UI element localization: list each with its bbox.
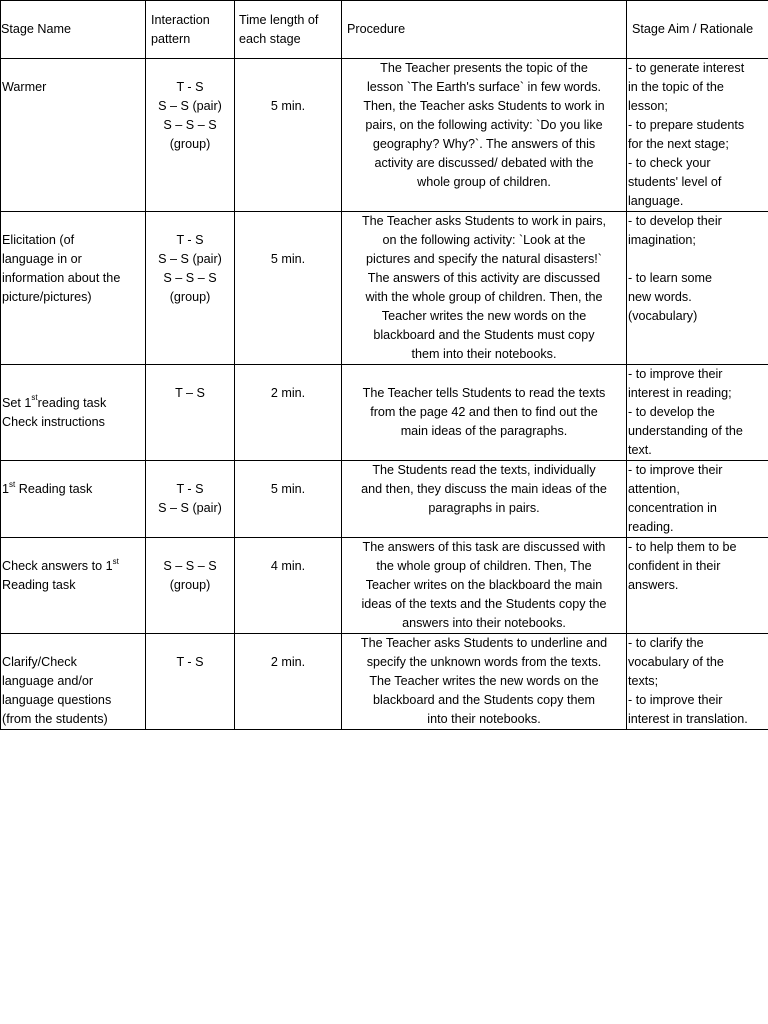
aim-cell: - to clarify the vocabulary of the texts; - to improve their interest in translation. — [627, 634, 768, 730]
aim-cell: - to help them to be confident in their answers. — [627, 538, 768, 634]
table-row — [1, 634, 768, 730]
procedure-cell: The Teacher tells Students to read the texts from the page 42 and then to find out the main ideas of the paragraphs. — [342, 365, 627, 461]
interaction-cell: T – S — [146, 365, 235, 461]
procedure-cell: The Students read the texts, individually and then, they discuss the main ideas of the paragraphs in pairs. — [342, 461, 627, 538]
table-row — [1, 59, 768, 212]
aim-cell: - to improve their interest in reading; - to develop the understanding of the text. — [627, 365, 768, 461]
time-cell: 5 min. — [235, 212, 342, 365]
header-row — [1, 1, 768, 59]
aim-cell: - to develop their imagination; - to learn some new words. (vocabulary) — [627, 212, 768, 365]
aim-cell: - to generate interest in the topic of the lesson; - to prepare students for the next stage; - to check your students' level of language. — [627, 59, 768, 212]
header-stage-name: Stage Name — [1, 1, 146, 59]
interaction-cell: T - S S – S (pair) — [146, 461, 235, 538]
procedure-cell: The Teacher presents the topic of the lesson `The Earth's surface` in few words. Then, the Teacher asks Students to work in pairs, on the following activity: `Do you like geography? Why?`. The answers of this activity are discussed/ debated with the whole group of children. — [342, 59, 627, 212]
table-row — [1, 538, 768, 634]
procedure-cell: The answers of this task are discussed with the whole group of children. Then, The Teacher writes on the blackboard the main ideas of the texts and the Students copy the answers into their notebooks. — [342, 538, 627, 634]
time-cell: 2 min. — [235, 365, 342, 461]
interaction-cell: S – S – S (group) — [146, 538, 235, 634]
procedure-cell: The Teacher asks Students to work in pairs, on the following activity: `Look at the pictures and specify the natural disasters!` The answers of this activity are discussed with the whole group of children. Then, the Teacher writes the new words on the blackboard and the Students must copy them into their notebooks. — [342, 212, 627, 365]
header-stage-aim: Stage Aim / Rationale — [627, 1, 768, 59]
header-time-length: Time length of each stage — [235, 1, 342, 59]
interaction-cell: T - S — [146, 634, 235, 730]
time-cell: 2 min. — [235, 634, 342, 730]
stage-name-cell: Clarify/Check language and/or language questions (from the students) — [1, 634, 146, 730]
interaction-cell: T - S S – S (pair) S – S – S (group) — [146, 59, 235, 212]
time-cell: 4 min. — [235, 538, 342, 634]
stage-name-cell: Warmer — [1, 59, 146, 212]
aim-cell: - to improve their attention, concentration in reading. — [627, 461, 768, 538]
stage-name-cell: 1st Reading task — [1, 461, 146, 538]
stage-name-cell: Set 1streading task Check instructions — [1, 365, 146, 461]
procedure-cell: The Teacher asks Students to underline and specify the unknown words from the texts. The Teacher writes the new words on the blackboard and the Students copy them into their notebooks. — [342, 634, 627, 730]
stage-name-cell: Elicitation (of language in or information about the picture/pictures) — [1, 212, 146, 365]
stage-name-cell: Check answers to 1st Reading task — [1, 538, 146, 634]
time-cell: 5 min. — [235, 461, 342, 538]
time-cell: 5 min. — [235, 59, 342, 212]
table-row — [1, 212, 768, 365]
table-row — [1, 365, 768, 461]
header-interaction-pattern: Interaction pattern — [146, 1, 235, 59]
header-procedure: Procedure — [342, 1, 627, 59]
interaction-cell: T - S S – S (pair) S – S – S (group) — [146, 212, 235, 365]
table-row — [1, 461, 768, 538]
